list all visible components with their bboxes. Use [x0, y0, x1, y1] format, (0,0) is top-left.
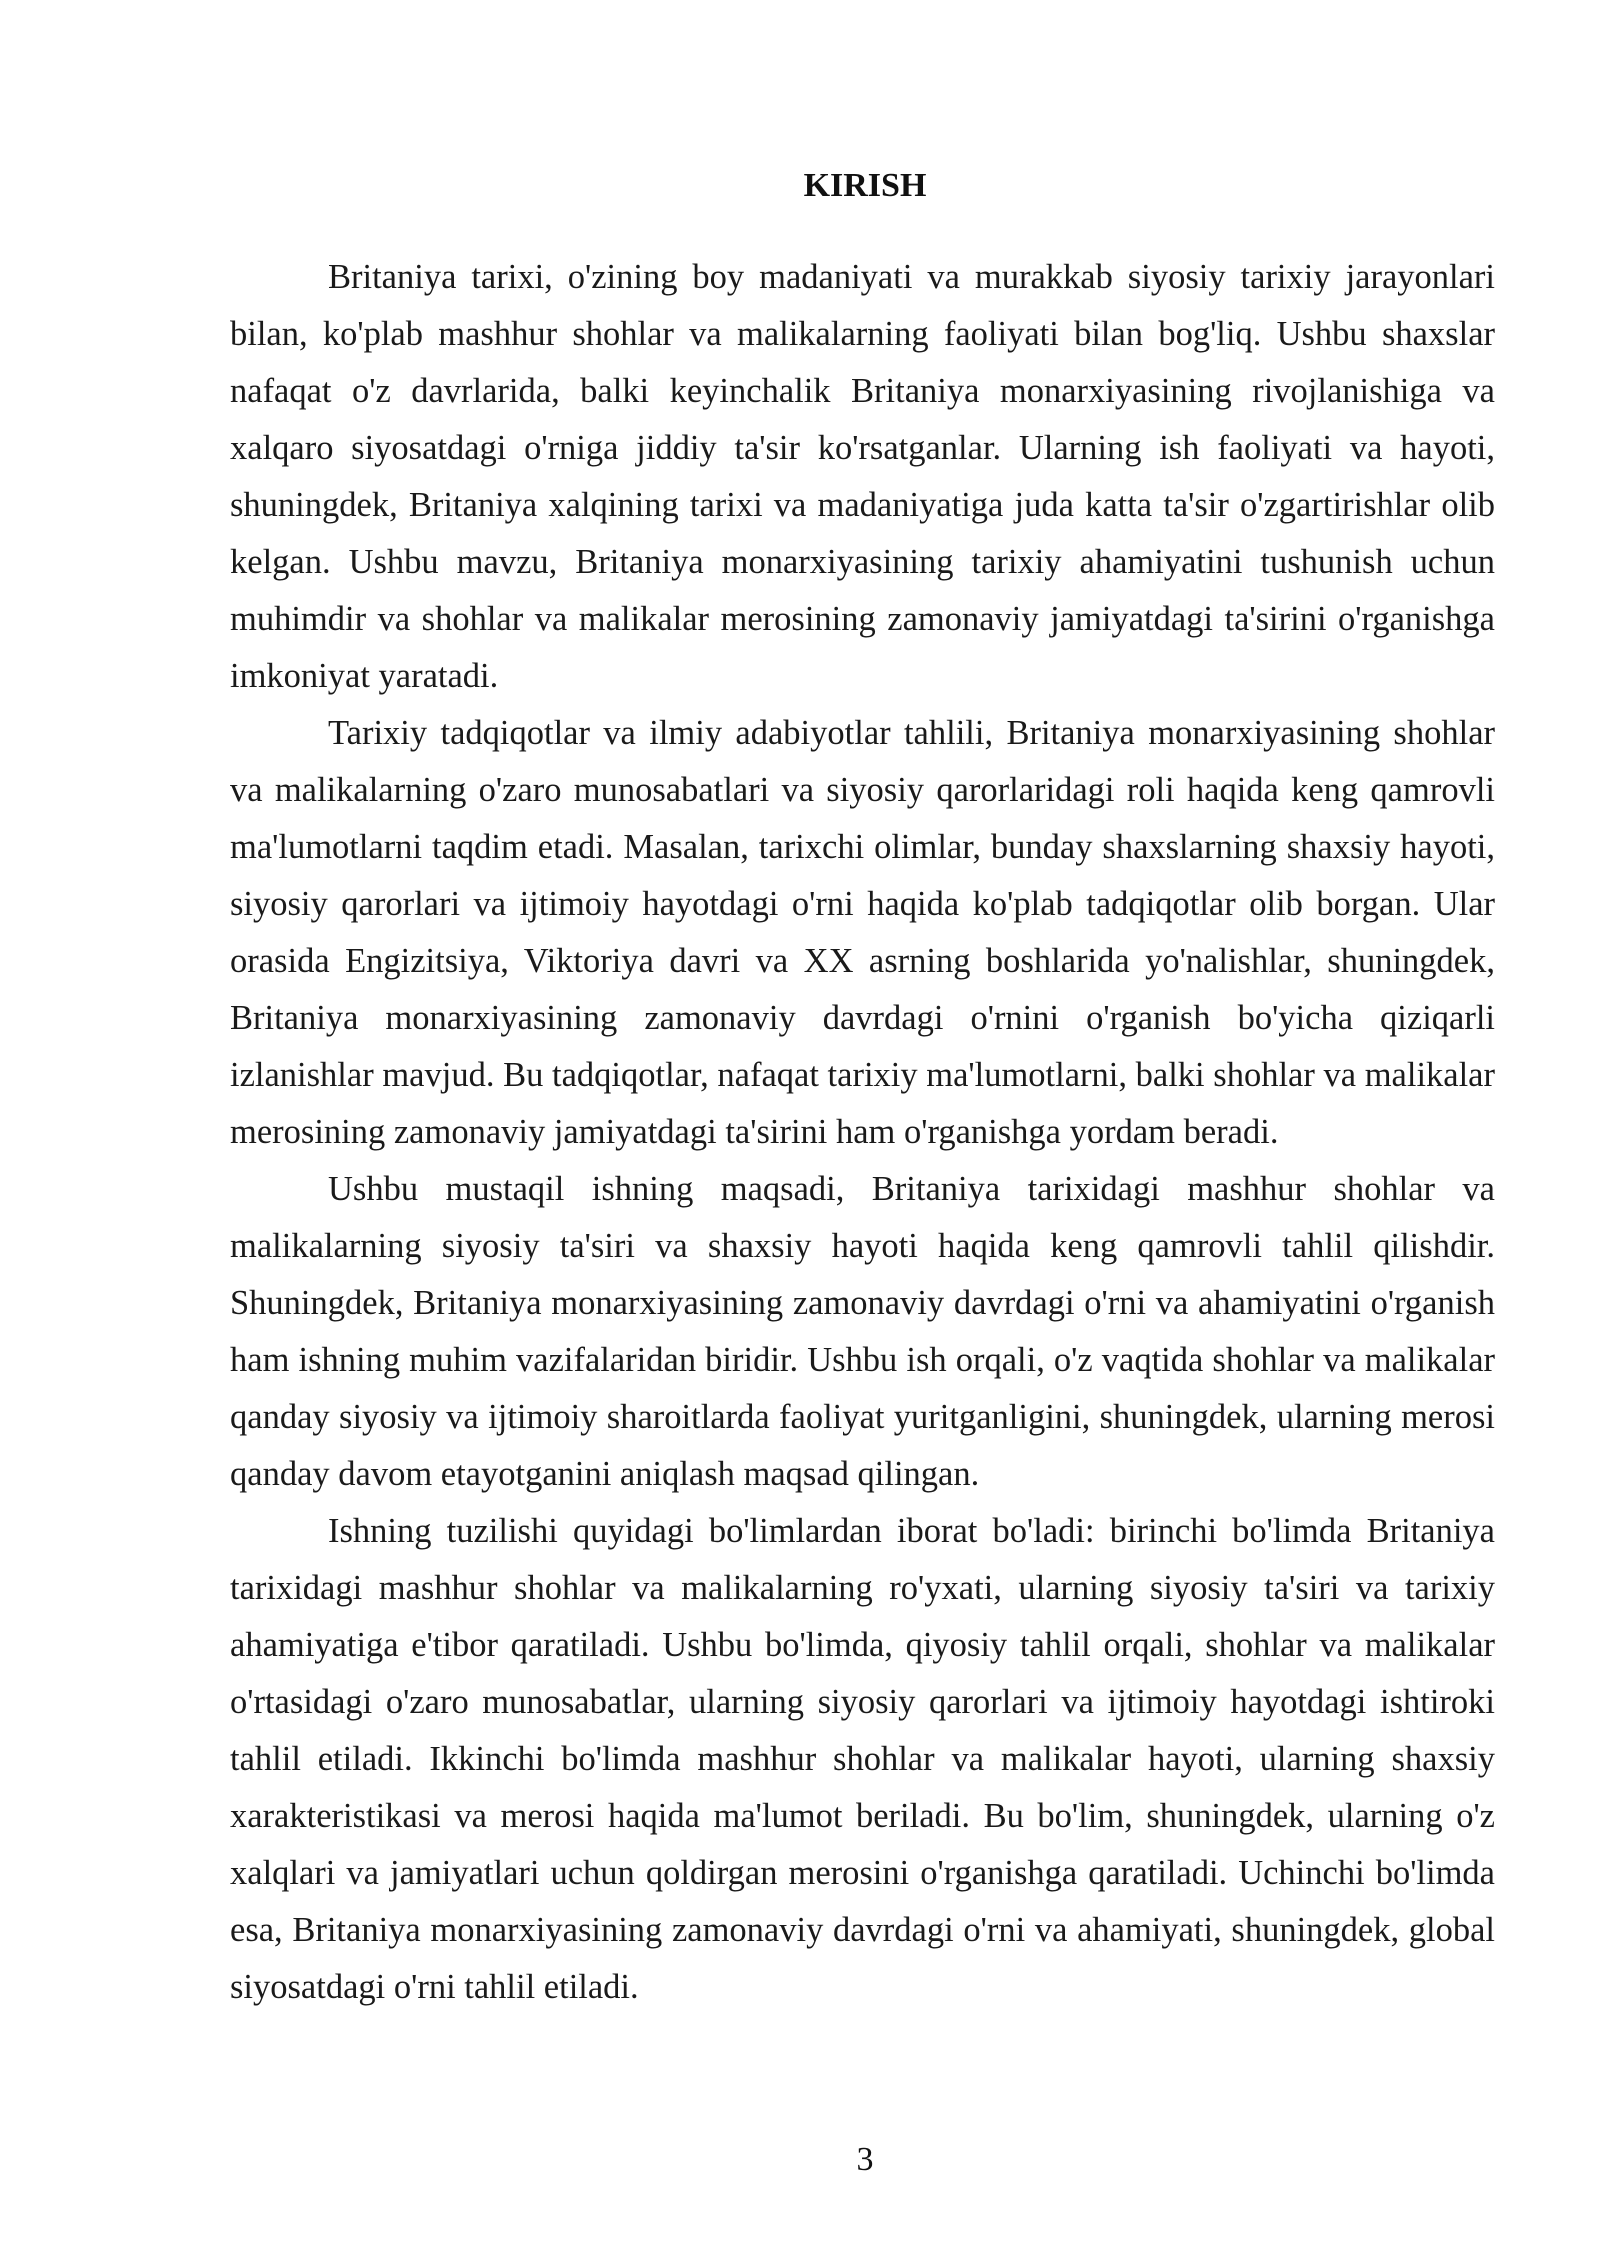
paragraph-2: Tarixiy tadqiqotlar va ilmiy adabiyotlar tahlili, Britaniya monarxiyasining shohlar va malikalarning o'zaro munosabatlari va siyosiy qarorlaridagi roli haqida keng qamrovli ma'lumotlarni taqdim etadi. Masalan, tarixchi olimlar, bunday shaxslarning shaxsiy hayoti, siyosiy qarorlari va ijtimoiy hayotdagi o'rni haqida ko'plab tadqiqotlar olib borgan. Ular orasida Engizitsiya, Viktoriya davri va XX asrning boshlarida yo'nalishlar, shuningdek, Britaniya monarxiyasining zamonaviy davrdagi o'rnini o'rganish bo'yicha qiziqarli izlanishlar mavjud. Bu tadqiqotlar, nafaqat tarixiy ma'lumotlarni, balki shohlar va malikalar merosining zamonaviy jamiyatdagi ta'sirini ham o'rganishga yordam beradi. — [230, 714, 1495, 1151]
paragraph-1: Britaniya tarixi, o'zining boy madaniyati va murakkab siyosiy tarixiy jarayonlari bilan, ko'plab mashhur shohlar va malikalarning faoliyati bilan bog'liq. Ushbu shaxslar nafaqat o'z davrlarida, balki keyinchalik Britaniya monarxiyasining rivojlanishiga va xalqaro siyosatdagi o'rniga jiddiy ta'sir ko'rsatganlar. Ularning ish faoliyati va hayoti, shuningdek, Britaniya xalqining tarixi va madaniyatiga juda katta ta'sir o'zgartirishlar olib kelgan. Ushbu mavzu, Britaniya monarxiyasining tarixiy ahamiyatini tushunish uchun muhimdir va shohlar va malikalar merosining zamonaviy jamiyatdagi ta'sirini o'rganishga imkoniyat yaratadi. — [230, 258, 1495, 695]
page-number: 3 — [856, 2141, 874, 2178]
paragraph-4: Ishning tuzilishi quyidagi bo'limlardan iborat bo'ladi: birinchi bo'limda Britaniya tarixidagi mashhur shohlar va malikalarning ro'yxati, ularning siyosiy ta'siri va tarixiy ahamiyatiga e'tibor qaratiladi. Ushbu bo'limda, qiyosiy tahlil orqali, shohlar va malikalar o'rtasidagi o'zaro munosabatlar, ularning siyosiy qarorlari va ijtimoiy hayotdagi ishtiroki tahlil etiladi. Ikkinchi bo'limda mashhur shohlar va malikalar hayoti, ularning shaxsiy xarakteristikasi va merosi haqida ma'lumot beriladi. Bu bo'lim, shuningdek, ularning o'z xalqlari va jamiyatlari uchun qoldirgan merosini o'rganishga qaratiladi. Uchinchi bo'limda esa, Britaniya monarxiyasining zamonaviy davrdagi o'rni va ahamiyati, shuningdek, global siyosatdagi o'rni tahlil etiladi. — [230, 1512, 1495, 2006]
body-text — [230, 249, 1495, 2016]
section-title: KIRISH — [803, 167, 927, 204]
paragraph-3: Ushbu mustaqil ishning maqsadi, Britaniya tarixidagi mashhur shohlar va malikalarning siyosiy ta'siri va shaxsiy hayoti haqida keng qamrovli tahlil qilishdir. Shuningdek, Britaniya monarxiyasining zamonaviy davrdagi o'rni va ahamiyatini o'rganish ham ishning muhim vazifalaridan biridir. Ushbu ish orqali, o'z vaqtida shohlar va malikalar qanday siyosiy va ijtimoiy sharoitlarda faoliyat yuritganligini, shuningdek, ularning merosi qanday davom etayotganini aniqlash maqsad qilingan. — [230, 1170, 1495, 1493]
